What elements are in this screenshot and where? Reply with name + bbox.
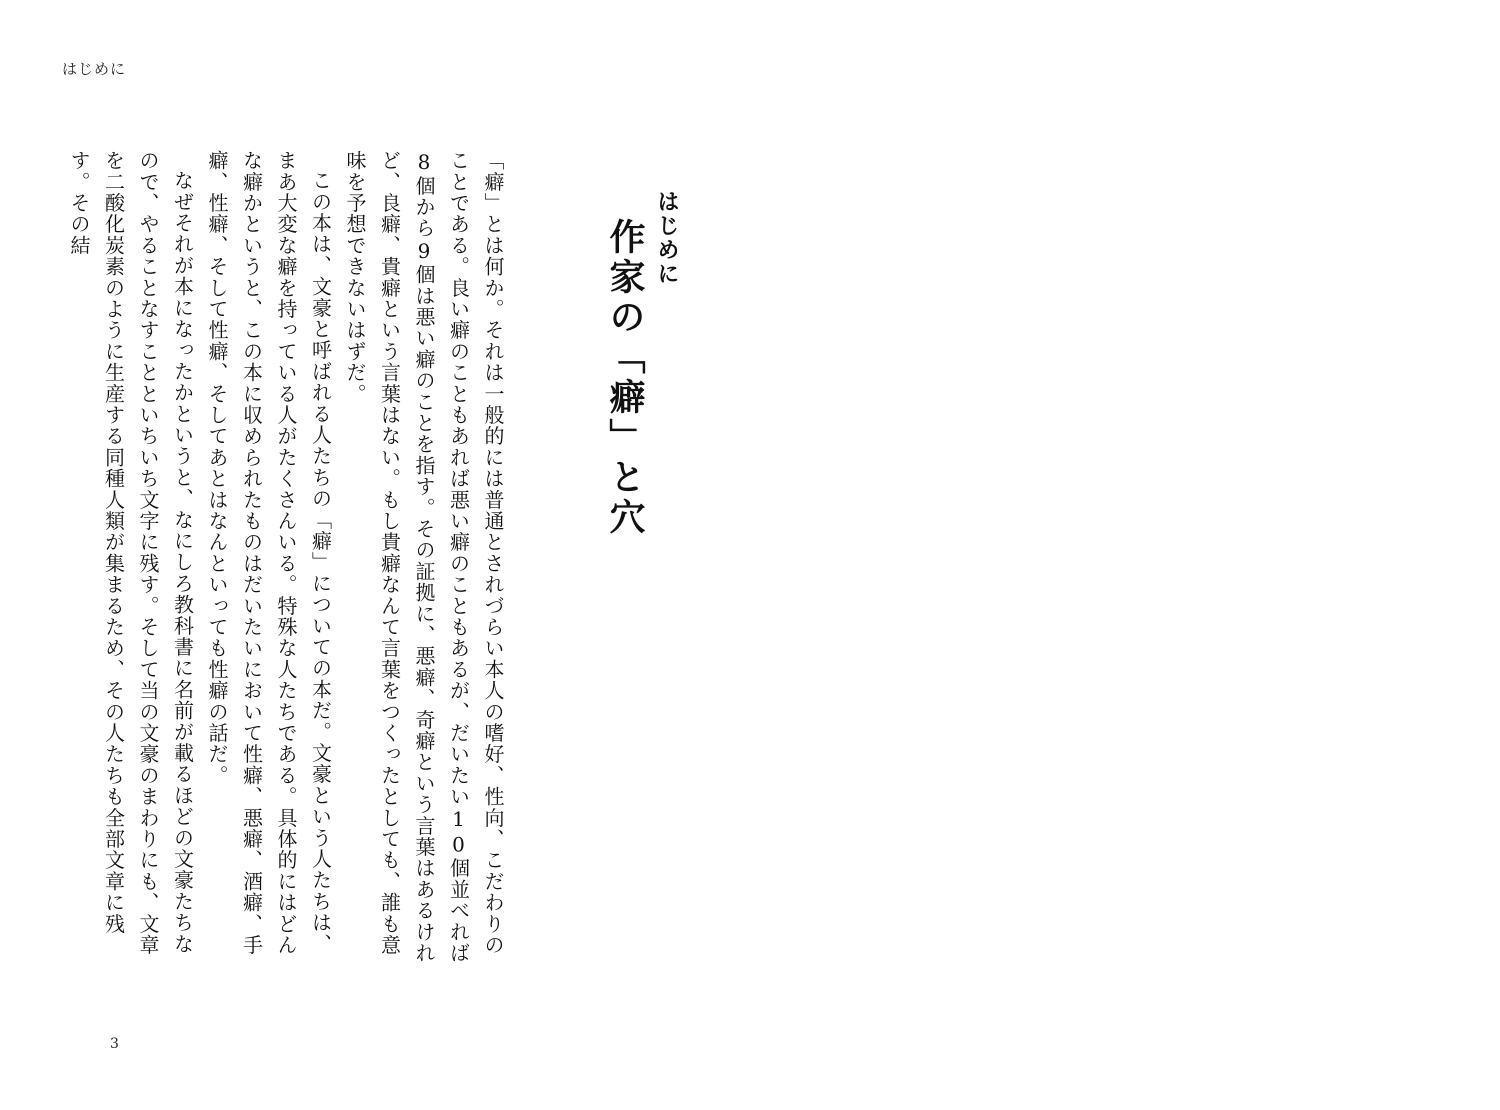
page-number: 3 [110, 1036, 119, 1052]
body-text [67, 150, 510, 970]
paragraph: 「癖」とは何か。それは一般的には普通とされづらい本人の嗜好、性向、こだわりのことである。良い癖のこともあれば悪い癖のこともあるが、だいたい10個並べれば8個から9個は悪い癖のことを指す。その証拠に、悪癖、奇癖という言葉はあるけれど、良癖、貴癖という言葉はない。もし貴癖なんて言葉をつくったとしても、誰も意味を予想できないはずだ。 [343, 150, 505, 964]
paragraph: なぜそれが本になったかというと、なにしろ教科書に名前が載るほどの文豪たちなので、やることなすことといちいち文字に残す。そして当の文豪のまわりにも、文章を二酸化炭素のように生産する同種人類が集まるため、その人たちも全部文章に残す。その結 [67, 150, 195, 956]
running-head: はじめに [62, 60, 127, 78]
chapter-heading [600, 190, 682, 538]
chapter-title: 作家の「癖」と穴 [604, 218, 646, 538]
paragraph: この本は、文豪と呼ばれる人たちの「癖」についての本だ。文豪という人たちは、まあ大変な癖を持っている人がたくさんいる。特殊な人たちである。具体的にはどんな癖かというと、この本に収められたものはだいたいにおいて性癖、悪癖、酒癖、手癖、性癖、そして性癖、そしてあとはなんといっても性癖の話だ。 [205, 150, 333, 956]
chapter-label: はじめに [654, 190, 679, 286]
